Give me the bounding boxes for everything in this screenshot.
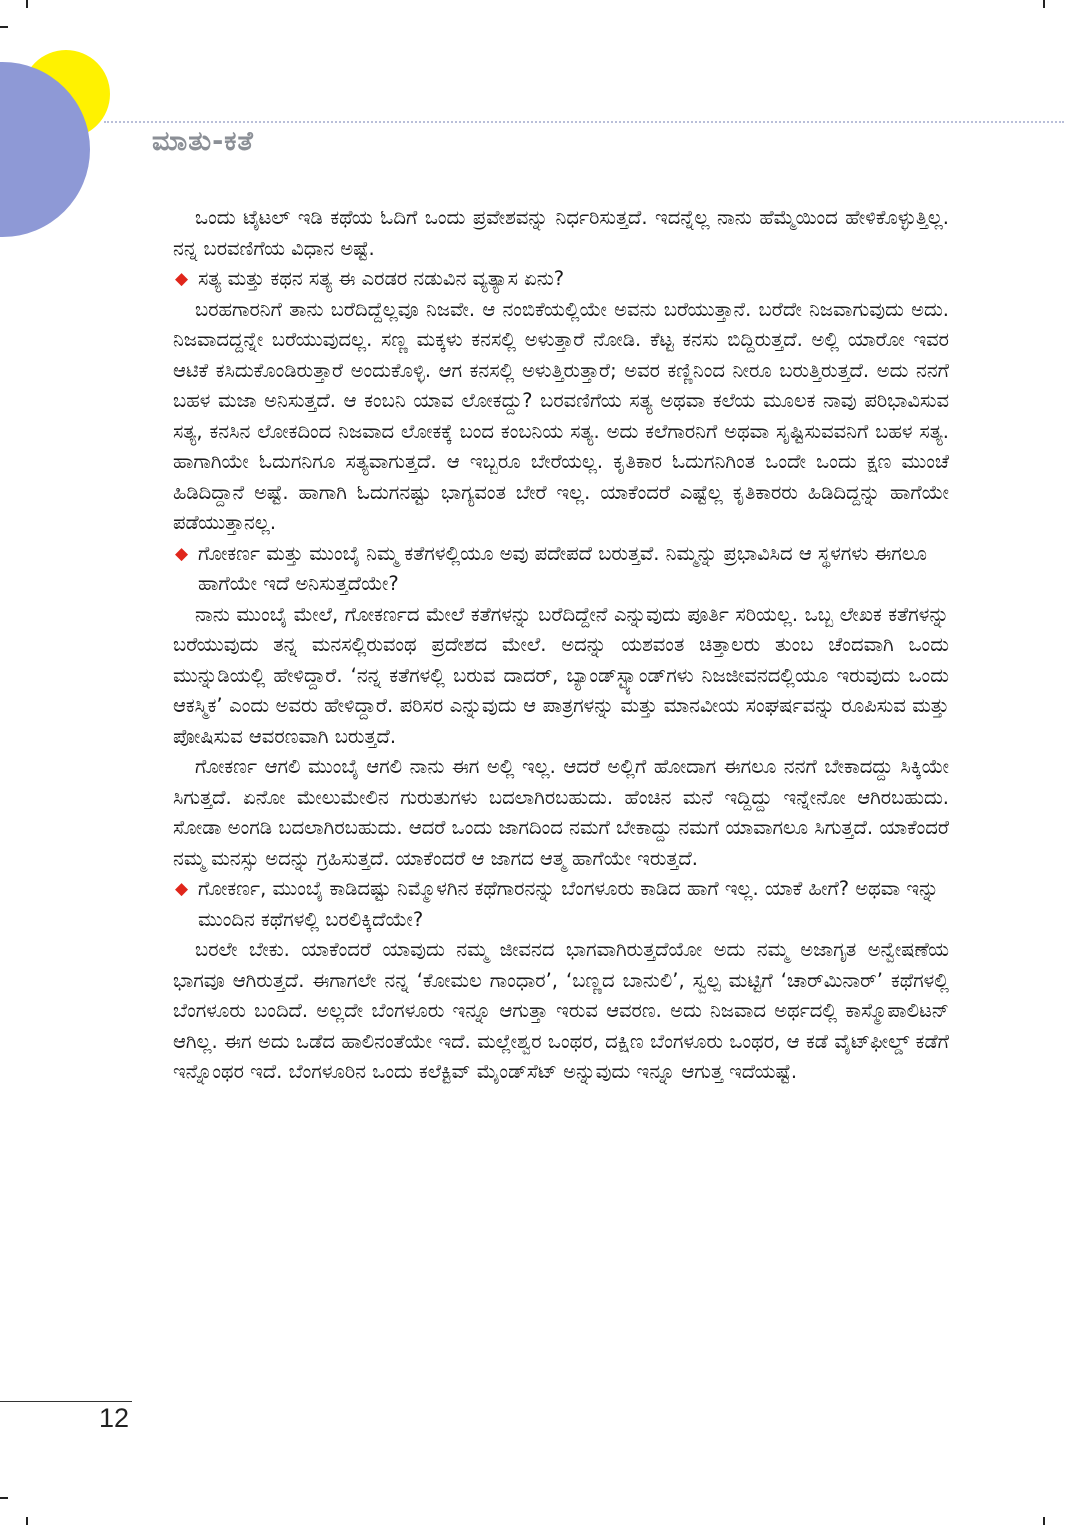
crop-mark xyxy=(1043,1517,1045,1525)
paragraph-text: ಗೋಕರ್ಣ ಮತ್ತು ಮುಂಬೈ ನಿಮ್ಮ ಕತೆಗಳಲ್ಲಿಯೂ ಅವು ಪದೇಪದೆ ಬರುತ್ತವೆ. ನಿಮ್ಮನ್ನು ಪ್ರಭಾವಿಸಿದ ಆ ಸ್ಥಳಗಳು ಈಗಲೂ ಹಾಗೆಯೇ ಇದೆ ಅನಿಸುತ್ತದೆಯೇ? xyxy=(198,541,927,595)
paragraph-text: ಗೋಕರ್ಣ, ಮುಂಬೈ ಕಾಡಿದಷ್ಟು ನಿಮ್ಮೊಳಗಿನ ಕಥೆಗಾರನನ್ನು ಬೆಂಗಳೂರು ಕಾಡಿದ ಹಾಗೆ ಇಲ್ಲ. ಯಾಕೆ ಹೀಗೆ? ಅಥವಾ ಇನ್ನು ಮುಂದಿನ ಕಥೆಗಳಲ್ಲಿ ಬರಲಿಕ್ಕಿದೆಯೇ? xyxy=(198,877,939,931)
footer-rule xyxy=(0,1401,132,1402)
crop-mark xyxy=(0,1497,8,1499)
crop-mark xyxy=(26,1517,28,1525)
paragraph-text: ಬರಲೇ ಬೇಕು. ಯಾಕೆಂದರೆ ಯಾವುದು ನಮ್ಮ ಜೀವನದ ಭಾಗವಾಗಿರುತ್ತದೆಯೋ ಅದು ನಮ್ಮ ಅಜಾಗೃತ ಅನ್ವೇಷಣೆಯ ಭಾಗವೂ ಆಗಿರುತ್ತದೆ. ಈಗಾಗಲೇ ನನ್ನ ‘ಕೋಮಲ ಗಾಂಧಾರ’, ‘ಬಣ್ಣದ ಬಾನುಲಿ’, ಸ್ವಲ್ಪ ಮಟ್ಟಿಗೆ ‘ಚಾರ್‌ಮಿನಾರ್’ ಕಥೆಗಳಲ್ಲಿ ಬೆಂಗಳೂರು ಬಂದಿದೆ. ಅಲ್ಲದೇ ಬೆಂಗಳೂರು ಇನ್ನೂ ಆಗುತ್ತಾ ಇರುವ ಆವರಣ. ಅದು ನಿಜವಾದ ಅರ್ಥದಲ್ಲಿ ಕಾಸ್ಮೊಪಾಲಿಟನ್ ಆಗಿಲ್ಲ. ಈಗ ಅದು ಒಡೆದ ಹಾಲಿನಂತೆಯೇ ಇದೆ. ಮಲ್ಲೇಶ್ವರ ಒಂಥರ, ದಕ್ಷಿಣ ಬೆಂಗಳೂರು ಒಂಥರ, ಆ ಕಡೆ ವೈಟ್‌ಫೀಲ್ಡ್ ಕಡೆಗೆ ಇನ್ನೊಂಥರ ಇದೆ. ಬೆಂಗಳೂರಿನ ಒಂದು ಕಲೆಕ್ಟಿವ್ ಮೈಂಡ್‌ಸೆಟ್ ಅನ್ನುವುದು ಇನ್ನೂ ಆಗುತ್ತ ಇದೆಯಷ್ಟೆ. xyxy=(173,938,949,1083)
answer-paragraph xyxy=(173,600,949,753)
question-paragraph xyxy=(173,874,949,935)
diamond-bullet-icon: ◆ xyxy=(175,269,189,289)
article-body xyxy=(173,203,949,1088)
diamond-bullet-icon: ◆ xyxy=(175,879,189,899)
paragraph-text: ಸತ್ಯ ಮತ್ತು ಕಥನ ಸತ್ಯ ಈ ಎರಡರ ನಡುವಿನ ವ್ಯತ್ಯಾಸ ಏನು? xyxy=(198,267,565,290)
answer-paragraph xyxy=(173,752,949,874)
crop-mark xyxy=(26,0,28,8)
section-title: ಮಾತು-ಕತೆ xyxy=(152,126,254,157)
answer-paragraph xyxy=(173,935,949,1088)
paragraph-text: ಗೋಕರ್ಣ ಆಗಲಿ ಮುಂಬೈ ಆಗಲಿ ನಾನು ಈಗ ಅಲ್ಲಿ ಇಲ್ಲ. ಆದರೆ ಅಲ್ಲಿಗೆ ಹೋದಾಗ ಈಗಲೂ ನನಗೆ ಬೇಕಾದದ್ದು ಸಿಕ್ಕಿಯೇ ಸಿಗುತ್ತದೆ. ಏನೋ ಮೇಲುಮೇಲಿನ ಗುರುತುಗಳು ಬದಲಾಗಿರಬಹುದು. ಹೆಂಚಿನ ಮನೆ ಇದ್ದಿದ್ದು ಇನ್ನೇನೋ ಆಗಿರಬಹುದು. ಸೋಡಾ ಅಂಗಡಿ ಬದಲಾಗಿರಬಹುದು. ಆದರೆ ಒಂದು ಜಾಗದಿಂದ ನಮಗೆ ಬೇಕಾದ್ದು ನಮಗೆ ಯಾವಾಗಲೂ ಸಿಗುತ್ತದೆ. ಯಾಕೆಂದರೆ ನಮ್ಮ ಮನಸ್ಸು ಅದನ್ನು ಗ್ರಹಿಸುತ್ತದೆ. ಯಾಕೆಂದರೆ ಆ ಜಾಗದ ಆತ್ಮ ಹಾಗೆಯೇ ಇರುತ್ತದೆ. xyxy=(173,755,949,870)
paragraph-text: ನಾನು ಮುಂಬೈ ಮೇಲೆ, ಗೋಕರ್ಣದ ಮೇಲೆ ಕತೆಗಳನ್ನು ಬರೆದಿದ್ದೇನೆ ಎನ್ನುವುದು ಪೂರ್ತಿ ಸರಿಯಲ್ಲ. ಒಬ್ಬ ಲೇಖಕ ಕತೆಗಳನ್ನು ಬರೆಯುವುದು ತನ್ನ ಮನಸಲ್ಲಿರುವಂಥ ಪ್ರದೇಶದ ಮೇಲೆ. ಅದನ್ನು ಯಶವಂತ ಚಿತ್ತಾಲರು ತುಂಬ ಚೆಂದವಾಗಿ ಒಂದು ಮುನ್ನುಡಿಯಲ್ಲಿ ಹೇಳಿದ್ದಾರೆ. ‘ನನ್ನ ಕತೆಗಳಲ್ಲಿ ಬರುವ ದಾದರ್, ಬ್ಯಾಂಡ್‌ಸ್ಟ್ಯಾಂಡ್‌ಗಳು ನಿಜಜೀವನದಲ್ಲಿಯೂ ಇರುವುದು ಒಂದು ಆಕಸ್ಮಿಕ’ ಎಂದು ಅವರು ಹೇಳಿದ್ದಾರೆ. ಪರಿಸರ ಎನ್ನುವುದು ಆ ಪಾತ್ರಗಳನ್ನು ಮತ್ತು ಮಾನವೀಯ ಸಂಘರ್ಷವನ್ನು ರೂಪಿಸುವ ಮತ್ತು ಪೋಷಿಸುವ ಆವರಣವಾಗಿ ಬರುತ್ತದೆ. xyxy=(173,602,949,748)
question-paragraph xyxy=(173,539,949,600)
question-paragraph xyxy=(173,264,949,295)
paragraph-text: ಒಂದು ಟೈಟಲ್ ಇಡಿ ಕಥೆಯ ಓದಿಗೆ ಒಂದು ಪ್ರವೇಶವನ್ನು ನಿರ್ಧರಿಸುತ್ತದೆ. ಇದನ್ನೆಲ್ಲ ನಾನು ಹೆಮ್ಮೆಯಿಂದ ಹೇಳಿಕೊಳ್ಳುತ್ತಿಲ್ಲ. ನನ್ನ ಬರವಣಿಗೆಯ ವಿಧಾನ ಅಷ್ಟೆ. xyxy=(173,206,949,260)
answer-paragraph xyxy=(173,295,949,539)
diamond-bullet-icon: ◆ xyxy=(175,543,189,564)
header-dotted-rule xyxy=(104,121,1064,123)
crop-mark xyxy=(0,26,8,28)
crop-mark xyxy=(1043,0,1045,8)
page-number: 12 xyxy=(99,1403,130,1433)
paragraph-text: ಬರಹಗಾರನಿಗೆ ತಾನು ಬರೆದಿದ್ದೆಲ್ಲವೂ ನಿಜವೇ. ಆ ನಂಬಿಕೆಯಲ್ಲಿಯೇ ಅವನು ಬರೆಯುತ್ತಾನೆ. ಬರೆದೇ ನಿಜವಾಗುವುದು ಅದು. ನಿಜವಾದದ್ದನ್ನೇ ಬರೆಯುವುದಲ್ಲ. ಸಣ್ಣ ಮಕ್ಕಳು ಕನಸಲ್ಲಿ ಅಳುತ್ತಾರೆ ನೋಡಿ. ಕೆಟ್ಟ ಕನಸು ಬಿದ್ದಿರುತ್ತದೆ. ಅಲ್ಲಿ ಯಾರೋ ಇವರ ಆಟಿಕೆ ಕಸಿದುಕೊಂಡಿರುತ್ತಾರೆ ಅಂದುಕೊಳ್ಳಿ. ಆಗ ಕನಸಲ್ಲಿ ಅಳುತ್ತಿರುತ್ತಾರೆ; ಅವರ ಕಣ್ಣಿನಿಂದ ನೀರೂ ಬರುತ್ತಿರುತ್ತದೆ. ಅದು ನನಗೆ ಬಹಳ ಮಜಾ ಅನಿಸುತ್ತದೆ. ಆ ಕಂಬನಿ ಯಾವ ಲೋಕದ್ದು? ಬರವಣಿಗೆಯ ಸತ್ಯ ಅಥವಾ ಕಲೆಯ ಮೂಲಕ ನಾವು ಪರಿಭಾವಿಸುವ ಸತ್ಯ, ಕನಸಿನ ಲೋಕದಿಂದ ನಿಜವಾದ ಲೋಕಕ್ಕೆ ಬಂದ ಕಂಬನಿಯ ಸತ್ಯ. ಅದು ಕಲೆಗಾರನಿಗೆ ಅಥವಾ ಸೃಷ್ಟಿಸುವವನಿಗೆ ಬಹಳ ಸತ್ಯ. ಹಾಗಾಗಿಯೇ ಓದುಗನಿಗೂ ಸತ್ಯವಾಗುತ್ತದೆ. ಆ ಇಬ್ಬರೂ ಬೇರೆಯಲ್ಲ. ಕೃತಿಕಾರ ಓದುಗನಿಗಿಂತ ಒಂದೇ ಒಂದು ಕ್ಷಣ ಮುಂಚೆ ಹಿಡಿದಿದ್ದಾನೆ ಅಷ್ಟೆ. ಹಾಗಾಗಿ ಓದುಗನಷ್ಟು ಭಾಗ್ಯವಂತ ಬೇರೆ ಇಲ್ಲ. ಯಾಕೆಂದರೆ ಎಷ್ಟೆಲ್ಲ ಕೃತಿಕಾರರು ಹಿಡಿದಿದ್ದನ್ನು ಹಾಗೆಯೇ ಪಡೆಯುತ್ತಾನಲ್ಲ. xyxy=(173,297,949,534)
answer-paragraph xyxy=(173,203,949,264)
